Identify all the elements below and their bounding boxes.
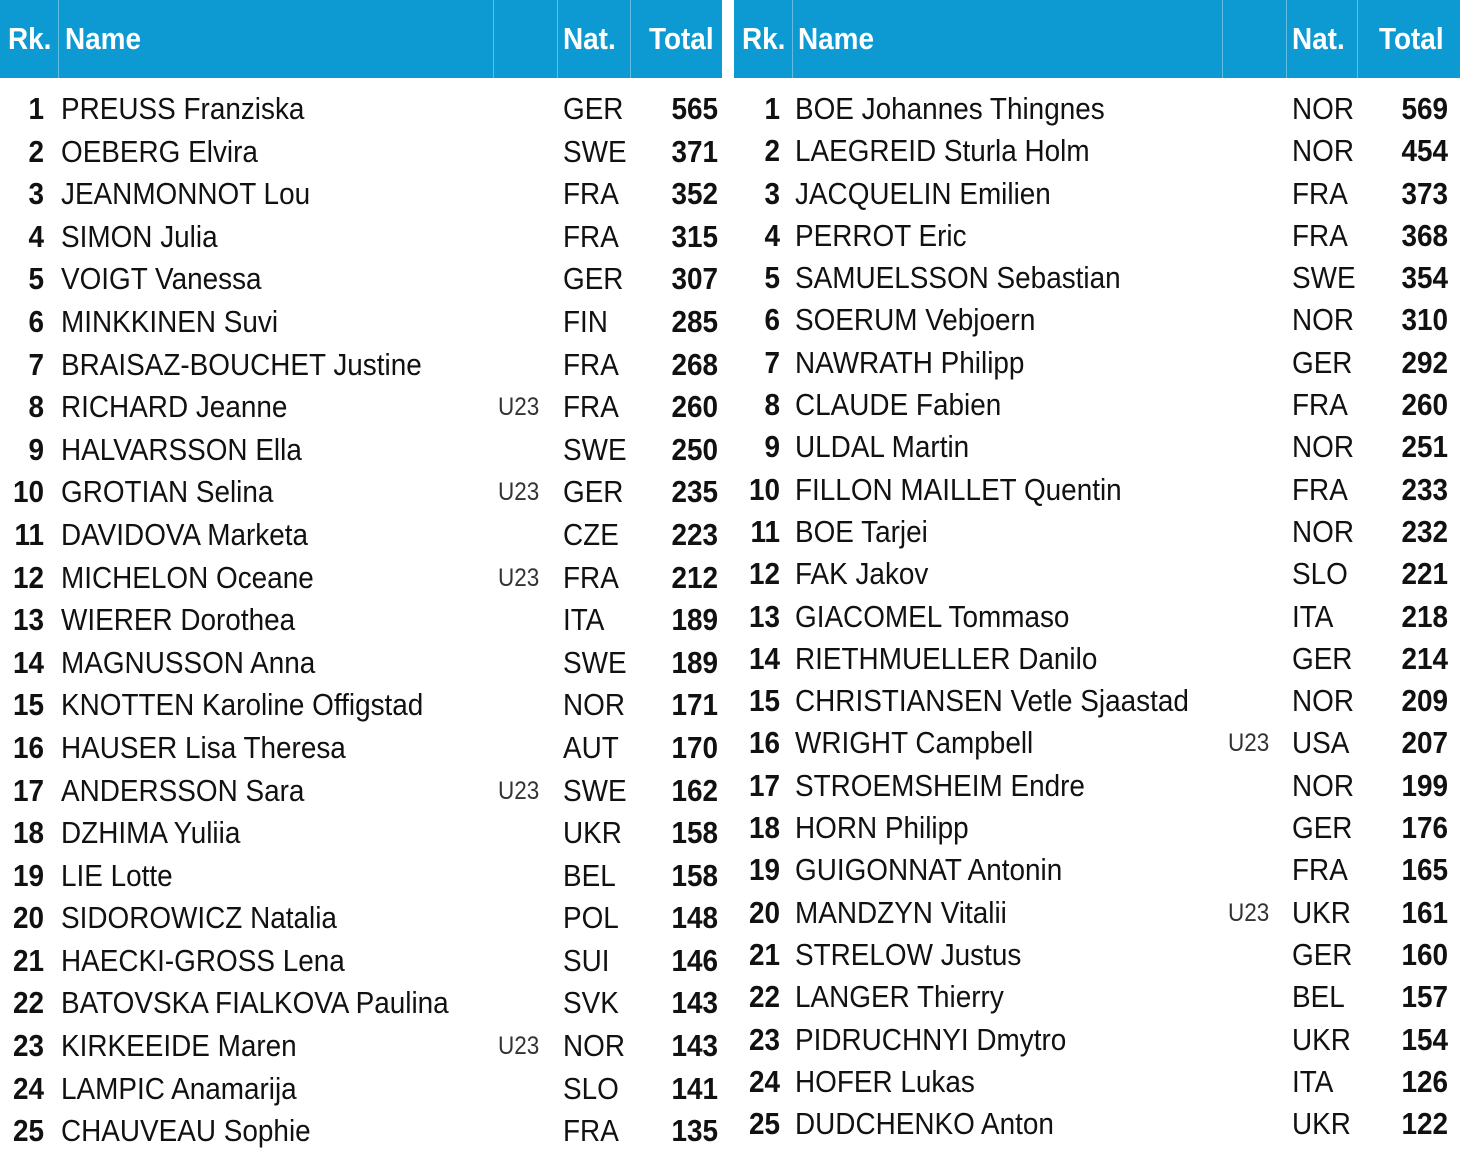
total-points: 161 [1401,894,1448,930]
rank-cell: 18 [12,815,44,851]
table-row [0,386,722,429]
nation-code: FRA [1292,387,1348,423]
athlete-name: SIDOROWICZ Natalia [61,900,337,936]
men-rows [734,88,1460,1145]
athlete-name: NAWRATH Philipp [795,344,1025,380]
total-points: 371 [671,133,718,169]
nation-code: UKR [1292,894,1351,930]
table-header [734,0,1460,78]
table-row [0,301,722,344]
total-points: 154 [1401,1021,1448,1057]
table-row [0,855,722,898]
table-row [0,642,722,685]
nation-code: NOR [1292,429,1355,465]
nation-code: SLO [563,1070,619,1106]
rank-cell: 15 [748,683,780,719]
athlete-name: LAEGREID Sturla Holm [795,133,1090,169]
nation-code: GER [1292,640,1353,676]
rank-cell: 19 [748,852,780,888]
rank-cell: 19 [12,857,44,893]
rank-cell: 22 [12,985,44,1021]
nation-code: SWE [563,431,627,467]
total-points: 209 [1401,683,1448,719]
total-points: 307 [671,261,718,297]
table-row [734,722,1460,764]
athlete-name: HOFER Lukas [795,1063,975,1099]
u23-badge: U23 [1228,898,1270,927]
table-row [0,599,722,642]
athlete-name: RIETHMUELLER Danilo [795,640,1098,676]
rank-cell: 1 [764,91,780,126]
nation-code: GER [563,474,624,510]
athlete-name: MINKKINEN Suvi [61,303,279,339]
table-row [734,934,1460,976]
total-points: 235 [671,474,718,510]
table-row [734,1103,1460,1145]
athlete-name: DAVIDOVA Marketa [61,516,309,552]
table-row [734,680,1460,722]
athlete-name: SOERUM Vebjoern [795,302,1036,338]
women-standings-table [0,0,722,1153]
total-points: 122 [1401,1106,1448,1142]
athlete-name: BATOVSKA FIALKOVA Paulina [61,985,449,1021]
table-row [0,258,722,301]
total-points: 199 [1401,767,1448,803]
table-row [734,849,1460,891]
men-standings-table [734,0,1460,1153]
athlete-name: FAK Jakov [795,556,929,592]
table-row [0,88,722,131]
table-row [0,1110,722,1153]
total-points: 315 [671,218,718,254]
athlete-name: FILLON MAILLET Quentin [795,471,1122,507]
table-row [734,257,1460,299]
rank-cell: 20 [748,894,780,930]
athlete-name: STROEMSHEIM Endre [795,767,1085,803]
table-row [734,130,1460,172]
rank-cell: 13 [12,602,44,638]
athlete-name: WIERER Dorothea [61,602,296,638]
rank-cell: 16 [748,725,780,761]
athlete-name: KNOTTEN Karoline Offigstad [61,687,424,723]
total-points: 176 [1401,810,1448,846]
table-row [0,514,722,557]
table-row [0,1025,722,1068]
athlete-name: WRIGHT Campbell [795,725,1034,761]
table-row [0,173,722,216]
header-total: Total [649,21,714,56]
table-row [0,684,722,727]
total-points: 189 [671,602,718,638]
table-row [0,471,722,514]
table-row [734,299,1460,341]
table-row [0,897,722,940]
athlete-name: PERROT Eric [795,217,967,253]
total-points: 260 [1401,387,1448,423]
athlete-name: LANGER Thierry [795,979,1004,1015]
total-points: 148 [671,900,718,936]
total-points: 285 [671,303,718,339]
total-points: 126 [1401,1063,1448,1099]
rank-cell: 4 [28,218,44,254]
total-points: 221 [1401,556,1448,592]
total-points: 232 [1401,513,1448,549]
nation-code: BEL [1292,979,1345,1015]
table-row [734,511,1460,553]
rank-cell: 14 [748,640,780,676]
rank-cell: 25 [748,1106,780,1142]
rank-cell: 16 [12,729,44,765]
rank-cell: 17 [12,772,44,808]
total-points: 268 [671,346,718,382]
table-row [0,216,722,259]
athlete-name: CHRISTIANSEN Vetle Sjaastad [795,683,1189,719]
athlete-name: JEANMONNOT Lou [61,176,311,212]
athlete-name: STRELOW Justus [795,936,1022,972]
athlete-name: SIMON Julia [61,218,218,254]
rank-cell: 20 [12,900,44,936]
header-name: Name [798,21,874,56]
rank-cell: 9 [764,429,780,465]
nation-code: SWE [563,133,627,169]
nation-code: NOR [563,687,626,723]
nation-code: NOR [1292,767,1355,803]
athlete-name: MAGNUSSON Anna [61,644,316,680]
table-row [734,469,1460,511]
nation-code: UKR [1292,1021,1351,1057]
rank-cell: 21 [12,942,44,978]
total-points: 569 [1401,91,1448,126]
nation-code: NOR [1292,91,1355,126]
table-row [0,131,722,174]
header-nation: Nat. [563,21,616,56]
athlete-name: BRAISAZ-BOUCHET Justine [61,346,422,382]
rank-cell: 23 [12,1028,44,1064]
total-points: 157 [1401,979,1448,1015]
nation-code: SWE [563,644,627,680]
u23-badge: U23 [498,393,540,422]
rank-cell: 9 [28,431,44,467]
total-points: 233 [1401,471,1448,507]
rank-cell: 3 [764,175,780,211]
total-points: 292 [1401,344,1448,380]
athlete-name: OEBERG Elvira [61,133,258,169]
nation-code: SUI [563,942,610,978]
rank-cell: 6 [764,302,780,338]
table-row [0,344,722,387]
table-row [0,557,722,600]
rank-cell: 11 [750,513,780,549]
athlete-name: PIDRUCHNYI Dmytro [795,1021,1067,1057]
total-points: 160 [1401,936,1448,972]
total-points: 162 [671,772,718,808]
athlete-name: ANDERSSON Sara [61,772,305,808]
rank-cell: 23 [748,1021,780,1057]
total-points: 158 [671,857,718,893]
rank-cell: 17 [748,767,780,803]
u23-badge: U23 [498,1032,540,1061]
u23-badge: U23 [1228,729,1270,758]
rank-cell: 21 [748,936,780,972]
rank-cell: 14 [12,644,44,680]
table-row [734,173,1460,215]
athlete-name: HAUSER Lisa Theresa [61,729,346,765]
nation-code: POL [563,900,619,936]
nation-code: FRA [1292,217,1348,253]
rank-cell: 8 [28,389,44,425]
rank-cell: 10 [748,471,780,507]
total-points: 189 [671,644,718,680]
rank-cell: 2 [28,133,44,169]
table-row [734,1019,1460,1061]
nation-code: GER [1292,810,1353,846]
athlete-name: RICHARD Jeanne [61,389,288,425]
athlete-name: BOE Johannes Thingnes [795,91,1105,126]
women-rows [0,88,722,1153]
table-row [734,807,1460,849]
athlete-name: CHAUVEAU Sophie [61,1113,311,1149]
nation-code: FRA [1292,471,1348,507]
table-row [0,1068,722,1111]
total-points: 158 [671,815,718,851]
nation-code: UKR [563,815,622,851]
table-row [0,727,722,770]
nation-code: CZE [563,516,619,552]
athlete-name: JACQUELIN Emilien [795,175,1051,211]
total-points: 260 [671,389,718,425]
nation-code: ITA [563,602,605,638]
rank-cell: 12 [12,559,44,595]
header-rank: Rk. [742,21,786,56]
nation-code: FRA [1292,852,1348,888]
nation-code: SLO [1292,556,1348,592]
nation-code: FRA [1292,175,1348,211]
rank-cell: 5 [764,260,780,296]
rank-cell: 5 [28,261,44,297]
total-points: 143 [671,985,718,1021]
athlete-name: HALVARSSON Ella [61,431,302,467]
total-points: 352 [671,176,718,212]
nation-code: NOR [1292,302,1355,338]
total-points: 251 [1401,429,1448,465]
total-points: 212 [671,559,718,595]
total-points: 218 [1401,598,1448,634]
nation-code: SWE [563,772,627,808]
athlete-name: PREUSS Franziska [61,91,305,126]
nation-code: FRA [563,346,619,382]
total-points: 373 [1401,175,1448,211]
athlete-name: GUIGONNAT Antonin [795,852,1063,888]
total-points: 368 [1401,217,1448,253]
nation-code: SVK [563,985,619,1021]
athlete-name: LIE Lotte [61,857,173,893]
header-total: Total [1379,21,1444,56]
athlete-name: CLAUDE Fabien [795,387,1002,423]
table-row [0,940,722,983]
rank-cell: 1 [28,91,44,126]
total-points: 170 [671,729,718,765]
athlete-name: GIACOMEL Tommaso [795,598,1070,634]
total-points: 165 [1401,852,1448,888]
rank-cell: 24 [748,1063,780,1099]
nation-code: ITA [1292,598,1334,634]
table-row [734,88,1460,130]
table-row [734,765,1460,807]
table-row [734,384,1460,426]
table-row [734,1061,1460,1103]
nation-code: BEL [563,857,616,893]
rank-cell: 7 [764,344,780,380]
u23-badge: U23 [498,776,540,805]
nation-code: FIN [563,303,608,339]
total-points: 143 [671,1028,718,1064]
table-row [734,976,1460,1018]
nation-code: FRA [563,389,619,425]
rank-cell: 11 [14,516,45,552]
nation-code: SWE [1292,260,1356,296]
rank-cell: 2 [764,133,780,169]
table-row [734,596,1460,638]
total-points: 223 [671,516,718,552]
nation-code: AUT [563,729,619,765]
nation-code: FRA [563,176,619,212]
rank-cell: 13 [748,598,780,634]
rank-cell: 24 [12,1070,44,1106]
table-row [734,426,1460,468]
table-row [0,770,722,813]
athlete-name: ULDAL Martin [795,429,970,465]
rank-cell: 15 [12,687,44,723]
athlete-name: LAMPIC Anamarija [61,1070,297,1106]
rank-cell: 22 [748,979,780,1015]
table-row [0,812,722,855]
rank-cell: 6 [28,303,44,339]
total-points: 141 [671,1070,718,1106]
table-row [734,638,1460,680]
u23-badge: U23 [498,563,540,592]
nation-code: NOR [1292,683,1355,719]
athlete-name: MICHELON Oceane [61,559,314,595]
rank-cell: 7 [28,346,44,382]
rank-cell: 4 [764,217,780,253]
nation-code: USA [1292,725,1350,761]
nation-code: GER [1292,344,1353,380]
header-nation: Nat. [1292,21,1345,56]
total-points: 207 [1401,725,1448,761]
header-name: Name [65,21,141,56]
total-points: 146 [671,942,718,978]
total-points: 454 [1401,133,1448,169]
athlete-name: MANDZYN Vitalii [795,894,1007,930]
rank-cell: 10 [12,474,44,510]
nation-code: FRA [563,218,619,254]
athlete-name: VOIGT Vanessa [61,261,262,297]
table-row [734,553,1460,595]
nation-code: GER [563,261,624,297]
nation-code: NOR [1292,133,1355,169]
athlete-name: DZHIMA Yuliia [61,815,241,851]
table-row [0,429,722,472]
nation-code: FRA [563,559,619,595]
total-points: 310 [1401,302,1448,338]
rank-cell: 18 [748,810,780,846]
nation-code: NOR [1292,513,1355,549]
rank-cell: 3 [28,176,44,212]
nation-code: ITA [1292,1063,1334,1099]
total-points: 250 [671,431,718,467]
table-row [734,892,1460,934]
nation-code: NOR [563,1028,626,1064]
athlete-name: HORN Philipp [795,810,969,846]
total-points: 354 [1401,260,1448,296]
table-header [0,0,722,78]
header-rank: Rk. [8,21,52,56]
nation-code: UKR [1292,1106,1351,1142]
athlete-name: SAMUELSSON Sebastian [795,260,1121,296]
athlete-name: DUDCHENKO Anton [795,1106,1054,1142]
total-points: 565 [671,91,718,126]
rank-cell: 8 [764,387,780,423]
athlete-name: HAECKI-GROSS Lena [61,942,345,978]
table-row [0,982,722,1025]
athlete-name: BOE Tarjei [795,513,928,549]
rank-cell: 12 [748,556,780,592]
total-points: 214 [1401,640,1448,676]
athlete-name: KIRKEEIDE Maren [61,1028,297,1064]
table-row [734,342,1460,384]
u23-badge: U23 [498,478,540,507]
rank-cell: 25 [12,1113,44,1149]
nation-code: GER [563,91,624,126]
table-row [734,215,1460,257]
nation-code: FRA [563,1113,619,1149]
nation-code: GER [1292,936,1353,972]
total-points: 171 [671,687,718,723]
total-points: 135 [671,1113,718,1149]
athlete-name: GROTIAN Selina [61,474,274,510]
